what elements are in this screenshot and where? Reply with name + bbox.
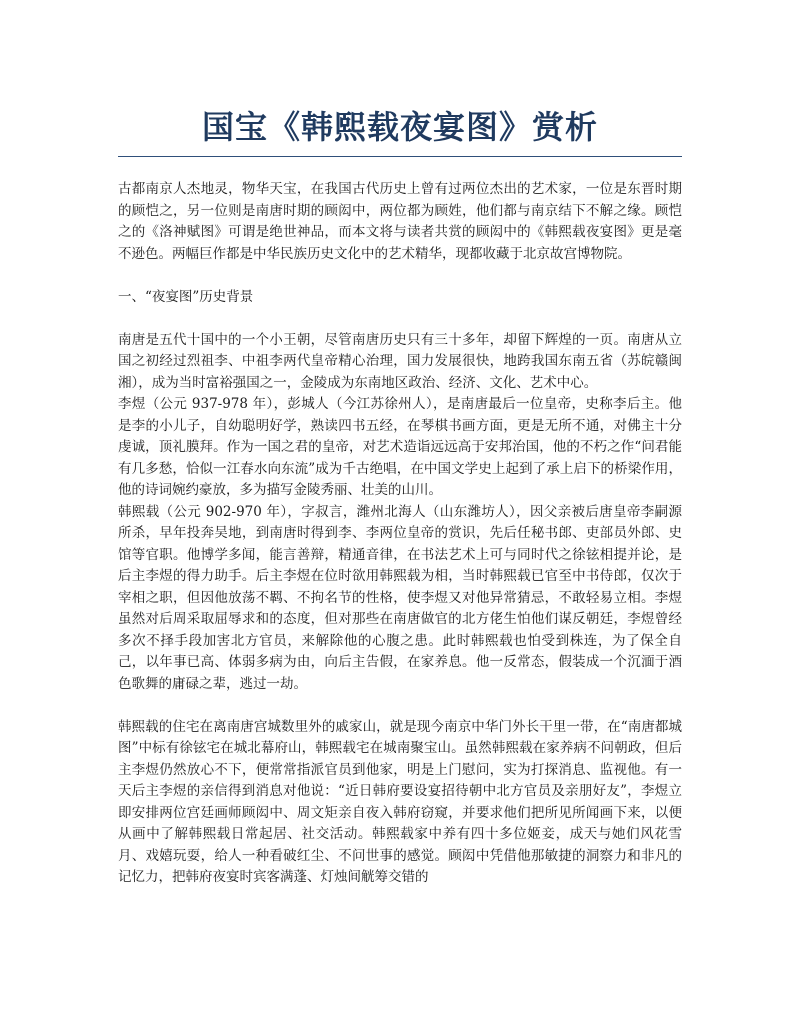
- paragraph-hanxizai: 韩熙载（公元 902-970 年），字叔言，潍州北海人（山东潍坊人），因父亲被后唐皇帝李嗣源所杀，早年投奔吴地，到南唐时得到李、李两位皇帝的赏识，先后任秘书郎、吏部员外郎、史馆等官职。他博学多闻，能言善辩，精通音律，在书法艺术上可与同时代之徐铉相提并论，是后主李煜的得力助手。后主李煜在位时欲用韩熙载为相，当时韩熙载已官至中书侍郎，仅次于宰相之职，但因他放荡不羁、不拘名节的性格，使李煜又对他异常猜忌，不敢轻易立相。李煜虽然对后周采取屈辱求和的态度，但对那些在南唐做官的北方佬生怕他们谋反朝廷，李煜曾经多次不择手段加害北方官员，来解除他的心腹之患。此时韩熙载也怕受到株连，为了保全自己，以年事已高、体弱多病为由，向后主告假，在家养息。他一反常态，假装成一个沉湎于酒色歌舞的庸碌之辈，逃过一劫。: [118, 503, 682, 692]
- paragraph-residence: 韩熙载的住宅在离南唐宫城数里外的戚家山，就是现今南京中华门外长干里一带，在“南唐都城图”中标有徐铉宅在城北幕府山，韩熙载宅在城南聚宝山。虽然韩熙载在家养病不问朝政，但后主李煜仍然放心不下，便常常指派官员到他家，明是上门慰问，实为打探消息、监视他。有一天后主李煜的亲信得到消息对他说：“近日韩府要设宴招待朝中北方官员及亲朋好友”，李煜立即安排两位宫廷画师顾闳中、周文矩亲自夜入韩府窃窥，并要求他们把所见所闻画下来，以便从画中了解韩熙载日常起居、社交活动。韩熙载家中养有四十多位姬妾，成天与她们风花雪月、戏嬉玩耍，给人一种看破红尘、不问世事的感觉。顾闳中凭借他那敏捷的洞察力和非凡的记忆力，把韩府夜宴时宾客满蓬、灯烛间觥筹交错的: [118, 718, 682, 885]
- paragraph-gap: [118, 695, 682, 717]
- paragraph-gap: [118, 265, 682, 287]
- intro-paragraph: 古都南京人杰地灵，物华天宝，在我国古代历史上曾有过两位杰出的艺术家，一位是东晋时期的顾恺之，另一位则是南唐时期的顾闳中，两位都为顾姓，他们都与南京结下不解之缘。顾恺之的《洛神赋图》可谓是绝世神品，而本文将与读者共赏的顾闳中的《韩熙载夜宴图》更是毫不逊色。两幅巨作都是中华民族历史文化中的艺术精华，现都收藏于北京故宫博物院。: [118, 181, 682, 262]
- paragraph-nantang: 南唐是五代十国中的一个小王朝，尽管南唐历史只有三十多年，却留下辉煌的一页。南唐从立国之初经过烈祖李、中祖李两代皇帝精心治理，国力发展很快，地跨我国东南五省（苏皖赣闽湘），成为当时富裕强国之一，金陵成为东南地区政治、经济、文化、艺术中心。: [118, 331, 682, 391]
- paragraph-gap: [118, 308, 682, 330]
- page-title: 国宝《韩熙载夜宴图》赏析: [201, 108, 598, 146]
- title-divider: [118, 156, 682, 157]
- paragraph-liyu: 李煜（公元 937-978 年），彭城人（今江苏徐州人），是南唐最后一位皇帝，史称李后主。他是李的小儿子，自幼聪明好学，熟读四书五经，在琴棋书画方面，更是无所不通，对佛主十分虔诚，顶礼膜拜。作为一国之君的皇帝，对艺术造诣远远高于安邦治国，他的不朽之作“问君能有几多愁，恰似一江春水向东流”成为千古绝唱，在中国文学史上起到了承上启下的桥梁作用，他的诗词婉约豪放，多为描写金陵秀丽、壮美的山川。: [118, 396, 682, 498]
- section-heading: 一、“夜宴图”历史背景: [118, 288, 254, 305]
- article-body: [118, 179, 682, 889]
